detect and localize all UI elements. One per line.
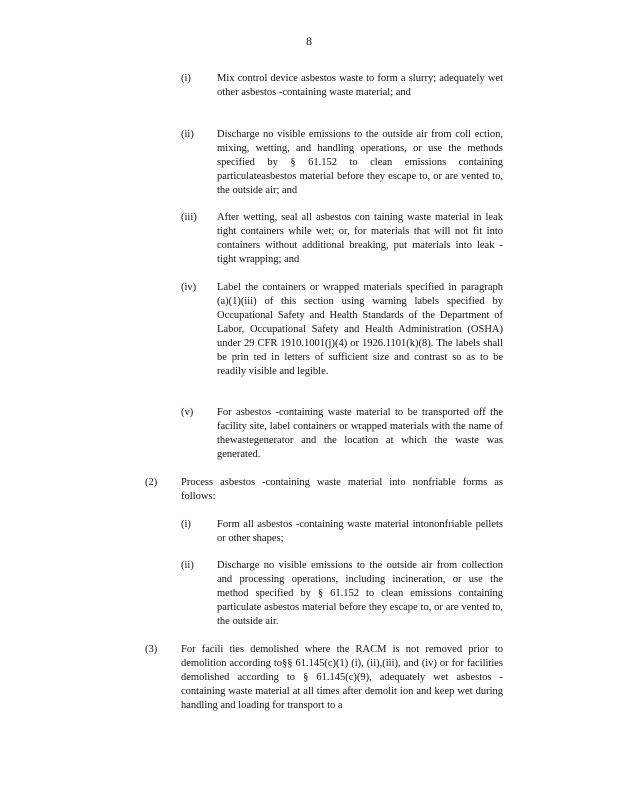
page-number: 8 [306, 34, 312, 48]
item-iv-label: (iv) [181, 282, 197, 293]
item-v-label: (v) [181, 407, 194, 418]
item-ii-text: Discharge no visible emissions to the outside air from coll ection, mixing, wetting, and handling operations, or use the methods specified by § 61.152 to clean emissions containing particulateasbestos material before they escape to, or are vented to, the outside air; and [217, 129, 503, 196]
item-v-text: For asbestos -containing waste material to be transported off the facility site, label containers or wrapped materials with the name of thewastegenerator and the location at which the waste was generated. [217, 407, 503, 460]
item-iii-label: (iii) [181, 212, 197, 223]
item-iii-text: After wetting, seal all asbestos con taining waste material in leak tight containers while wet; or, for materials that will not fit into containers without additional breaking, put materials into leak -tight wrapping; and [217, 212, 503, 265]
paragraph-3-label: (3) [145, 644, 158, 655]
paragraph-2-item-i-text: Form all asbestos -containing waste material intononfriable pellets or other shapes; [217, 519, 503, 544]
paragraph-2-item-i-label: (i) [181, 519, 191, 530]
paragraph-3-text: For facili ties demolished where the RACM is not removed prior to demolition according to§§ 61.145(c)(1) (i), (ii),(iii), and (iv) or for facilities demolished according to § 61.145(c)(9), adequately wet asbestos -containing waste material at all times after demolit ion and keep wet during handling and loading for transport to a [181, 644, 503, 711]
item-ii-label: (ii) [181, 129, 194, 140]
paragraph-2-item-ii-text: Discharge no visible emissions to the outside air from collection and processing operations, including incineration, or use the method specified by § 61.152 to clean emissions containing particulate asbestos material before they escape to, or are vented to, the outside air. [217, 560, 503, 627]
item-i-label: (i) [181, 73, 191, 84]
paragraph-2-text: Process asbestos -containing waste material into nonfriable forms as follows: [181, 477, 503, 502]
item-iv-text: Label the containers or wrapped materials specified in paragraph (a)(1)(iii) of this section using warning labels specified by Occupational Safety and Health Standards of the Department of Labor, Occupational Safety and Health Administration (OSHA) under 29 CFR 1910.1001(j)(4) or 1926.1101(k)(8). The labels shall be prin ted in letters of sufficient size and contrast so as to be readily visible and legible. [217, 282, 503, 377]
paragraph-2-label: (2) [145, 477, 158, 488]
item-i-text: Mix control device asbestos waste to form a slurry; adequately wet other asbestos -containing waste material; and [217, 73, 503, 98]
paragraph-2-item-ii-label: (ii) [181, 560, 194, 571]
